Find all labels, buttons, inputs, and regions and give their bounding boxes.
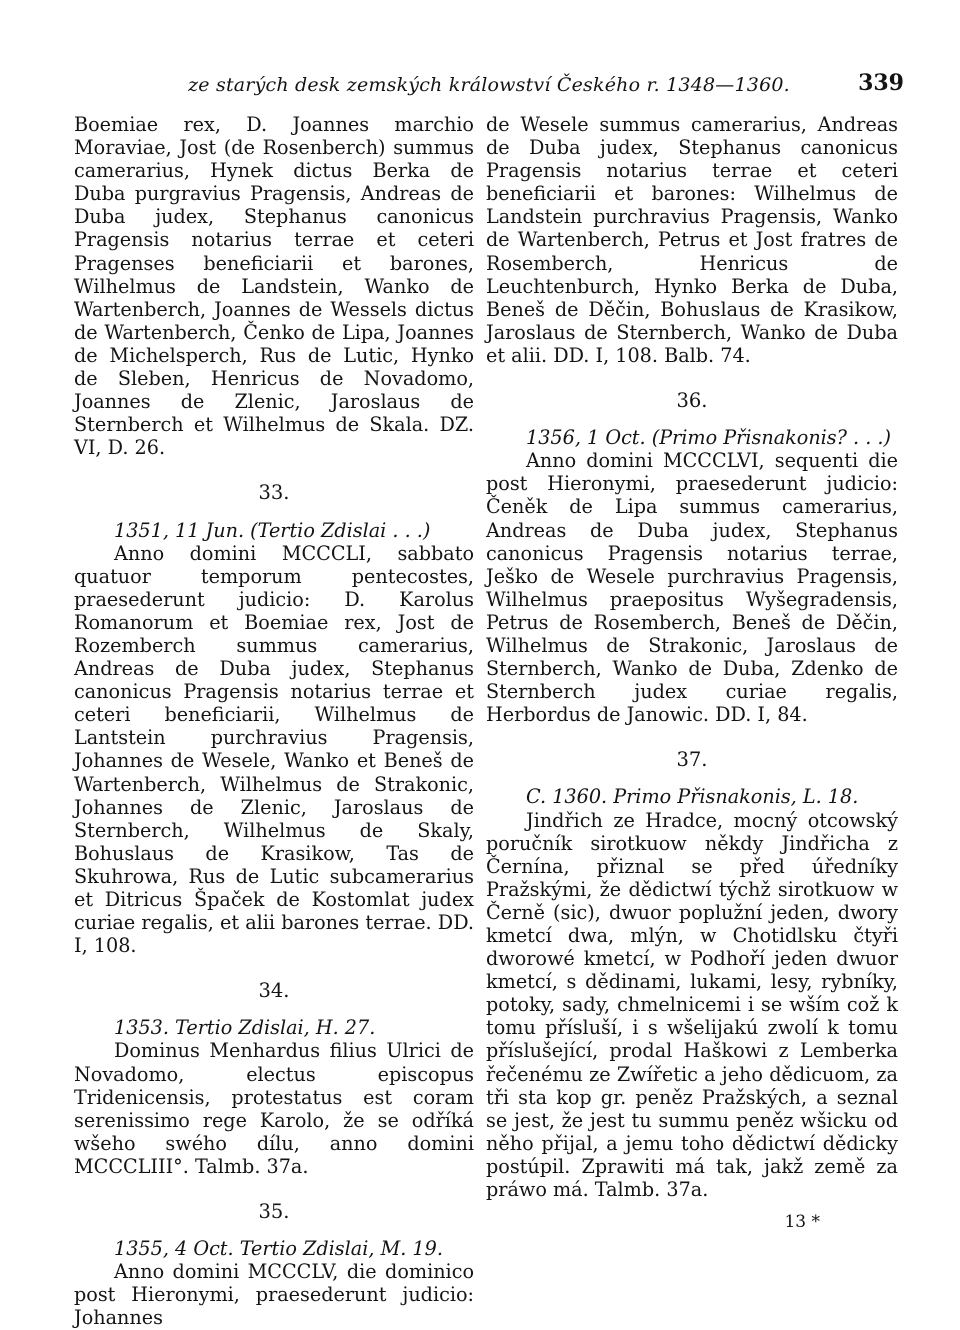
entry-number-37: 37. xyxy=(676,748,708,772)
page-number: 339 xyxy=(858,70,904,96)
entry-text-37: Jindřich ze Hradce, mocný otcowský poručník sirotkuow někdy Jindřicha z Černína, přiznal se před úředníky Pražskými, že dědictwí týchž sirotkuow w Černě (sic), dwuor poplužní jeden, dwory kmetcí dwa, mlýn, w Chotidlsku čtyři dworowé kmetcí, w Podhoří jeden dwuor kmetcí, s dědinami, lukami, lesy, rybníky, potoky, sady, chmelnicemi i se wším což k tomu přísluší, i s wšelijakú zwolí k tomu příslušející, prodal Haškowi z Lemberka řečenému ze Zwířetic a jeho dědicuom, za tři sta kop gr. peněz Pražských, a seznal se jest, že jest tu summu peněz wšicku od něho přijal, a jemu toho dědictwí dědicky postúpil. Zprawiti má tak, jakž země za práwo má. Talmb. 37a. xyxy=(486,808,898,1202)
right-column xyxy=(486,113,898,1234)
entry-text-34: Dominus Menhardus filius Ulrici de Novadomo, electus episcopus Tridenicensis, protestatus est coram serenissimo rege Karolo, že se odříká wšeho swého dílu, anno domini MCCCLIII°. Talmb. 37a. xyxy=(74,1039,474,1178)
continued-paragraph: Boemiae rex, D. Joannes marchio Moraviae, Jost (de Rosenberch) summus camerarius, Hynek dictus Berka de Duba purgravius Pragensis, Andreas de Duba judex, Stephanus canonicus Pragensis notarius terrae et ceteri Pragenses beneficiarii et barones, Wilhelmus de Landstein, Wanko de Wartenberch, Joannes de Wessels dictus de Wartenberch, Čenko de Lipa, Joannes de Michelsperch, Rus de Lutic, Hynko de Sleben, Henricus de Novadomo, Joannes de Zlenic, Jaroslaus de Sternberch et Wilhelmus de Skala. DZ. VI, D. 26. xyxy=(74,113,474,460)
entry-meta-36: 1356, 1 Oct. (Primo Přisnakonis? . . .) xyxy=(526,426,892,450)
continued-paragraph: de Wesele summus camerarius, Andreas de Duba judex, Stephanus canonicus Pragensis notarius terrae et ceteri beneficiarii et barones: Wilhelmus de Landstein purchravius Pragensis, Wanko de Wartenberch, Petrus et Jost fratres de Rosemberch, Henricus de Leuchtenburch, Hynko Berka de Duba, Beneš de Děčin, Bohuslaus de Krasikow, Jaroslaus de Sternberch, Wanko de Duba et alii. DD. I, 108. Balb. 74. xyxy=(486,113,898,367)
page-header xyxy=(74,70,904,104)
entry-meta-35: 1355, 4 Oct. Tertio Zdislai, M. 19. xyxy=(114,1237,443,1261)
entry-text-36: Anno domini MCCCLVI, sequenti die post Hieronymi, praesederunt judicio: Čeněk de Lipa summus camerarius, Andreas de Duba judex, Stephanus canonicus Pragensis notarius terrae, Ješko de Wesele purchravius Pragensis, Wilhelmus praepositus Wyšegradensis, Petrus de Rosemberch, Beneš de Děčin, Wilhelmus de Strakonic, Jaroslaus de Sternberch, Wanko de Duba, Zdenko de Sternberch judex curiae regalis, Herbordus de Janowic. DD. I, 84. xyxy=(486,449,898,727)
entry-meta-37: C. 1360. Primo Přisnakonis, L. 18. xyxy=(526,785,859,809)
left-column xyxy=(74,113,474,1330)
signature-mark: 13 * xyxy=(784,1212,820,1233)
entry-number-35: 35. xyxy=(258,1200,290,1224)
running-title: ze starých desk zemských králowství Českého r. 1348—1360. xyxy=(188,74,790,96)
entry-meta-33: 1351, 11 Jun. (Tertio Zdislai . . .) xyxy=(114,518,431,542)
entry-number-36: 36. xyxy=(676,389,708,413)
entry-meta-34: 1353. Tertio Zdislai, H. 27. xyxy=(114,1016,376,1040)
entry-text-33: Anno domini MCCCLI, sabbato quatuor temporum pentecostes, praesederunt judicio: D. Karolus Romanorum et Boemiae rex, Jost de Rozemberch summus camerarius, Andreas de Duba judex, Stephanus canonicus Pragensis notarius terrae et ceteri beneficiarii, Wilhelmus de Lantstein purchravius Pragensis, Johannes de Wesele, Wanko et Beneš de Wartenberch, Wilhelmus de Strakonic, Johannes de Zlenic, Jaroslaus de Sternberch, Wilhelmus de Skaly, Bohuslaus de Krasikow, Tas de Skuhrowa, Rus de Lutic subcamerarius et Ditricus Špaček de Kostomlat judex curiae regalis, et alii barones terrae. DD. I, 108. xyxy=(74,541,474,958)
entry-number-34: 34. xyxy=(258,979,290,1003)
entry-text-35: Anno domini MCCCLV, die dominico post Hieronymi, praesederunt judicio: Johannes xyxy=(74,1260,474,1330)
entry-number-33: 33. xyxy=(258,481,290,505)
